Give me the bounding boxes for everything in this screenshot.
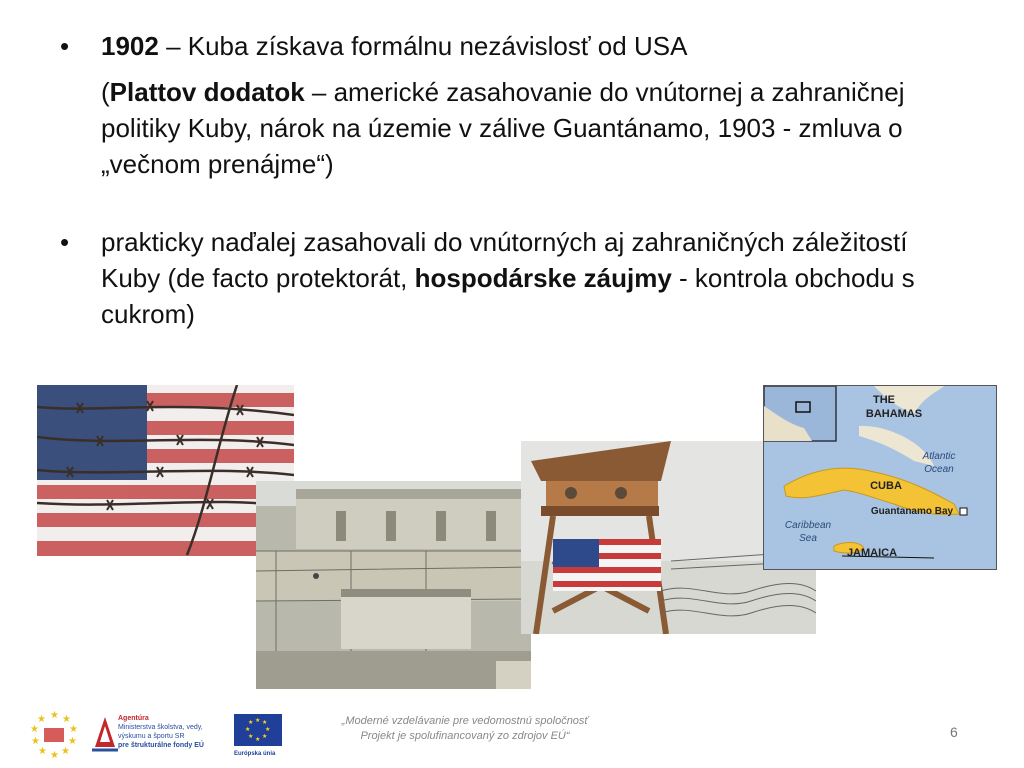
svg-text:★: ★ [68,736,77,747]
svg-text:★: ★ [50,710,59,721]
bullet-1-detail-text: – americké zasahovanie do vnútornej a zahraničnej politiky Kuby, nárok na územie v zálive Guantánamo, 1903 - zmluva o „večnom prenájme“) [101,77,905,179]
svg-text:★: ★ [31,736,40,747]
svg-text:★: ★ [69,724,78,735]
bullet-2-text-end: - kontrola obchodu s cukrom) [101,263,915,329]
svg-text:★: ★ [265,726,271,733]
bullet-1-detail [60,74,960,182]
footer-caption-line2: Projekt je spolufinancovaný zo zdrojov EÚ“ [360,730,570,742]
bullet-dot: • [60,227,70,257]
agency-label-2: Ministerstva školstva, vedy, výskumu a športu SR [118,724,203,740]
year-1902: 1902 [101,31,159,61]
open-paren: ( [101,77,110,107]
svg-text:★: ★ [50,750,59,760]
page-number: 6 [950,724,958,740]
svg-text:★: ★ [255,717,261,724]
platt-amendment: Plattov dodatok [109,77,305,107]
economic-interests: hospodárske záujmy [414,263,672,293]
svg-text:★: ★ [62,714,71,725]
svg-text:★: ★ [37,714,46,725]
svg-text:★: ★ [262,733,268,740]
svg-text:★: ★ [248,719,254,726]
svg-text:★: ★ [245,726,251,733]
svg-text:★: ★ [61,746,70,757]
map-label-bahamas: BAHAMAS [865,408,923,420]
eu-label: Európska únia [234,751,276,757]
map-label-jamaica: JAMAICA [846,547,898,559]
bullet-2-text-start: prakticky naďalej zasahovali do vnútorných aj zahraničných záležitostí Kuby (de facto protektorát, [101,227,908,293]
program-star-logo [28,708,80,760]
eu-flag-logo [234,714,282,760]
footer-caption [300,714,630,744]
map-label-guantanamo: Guantanamo Bay [870,506,954,517]
agency-label-3: pre štrukturálne fondy EÚ [118,742,204,749]
svg-text:★: ★ [248,733,254,740]
map-label-caribbean: Caribbean [784,520,832,531]
map-label-ocean: Ocean [924,464,954,475]
bullet-2 [60,224,960,332]
map-label-atlantic: Atlantic [922,451,956,462]
slide-text [60,28,960,332]
svg-text:★: ★ [38,746,47,757]
footer-caption-line1: „Moderné vzdelávanie pre vedomostnú spoločnosť [341,715,589,727]
map-label-the: THE [873,394,895,406]
svg-text:★: ★ [255,736,261,743]
map-label-sea: Sea [799,533,817,544]
bullet-1 [60,28,960,64]
svg-text:★: ★ [262,719,268,726]
agency-label-1: Agentúra [118,715,149,722]
agency-logo [90,712,230,752]
bullet-1-text: – Kuba získava formálnu nezávislosť od USA [158,31,688,61]
svg-text:★: ★ [30,724,39,735]
detention-camp-photo [256,481,531,689]
map-label-cuba: CUBA [870,480,902,492]
bullet-dot: • [60,31,70,61]
cuba-map [763,385,997,570]
